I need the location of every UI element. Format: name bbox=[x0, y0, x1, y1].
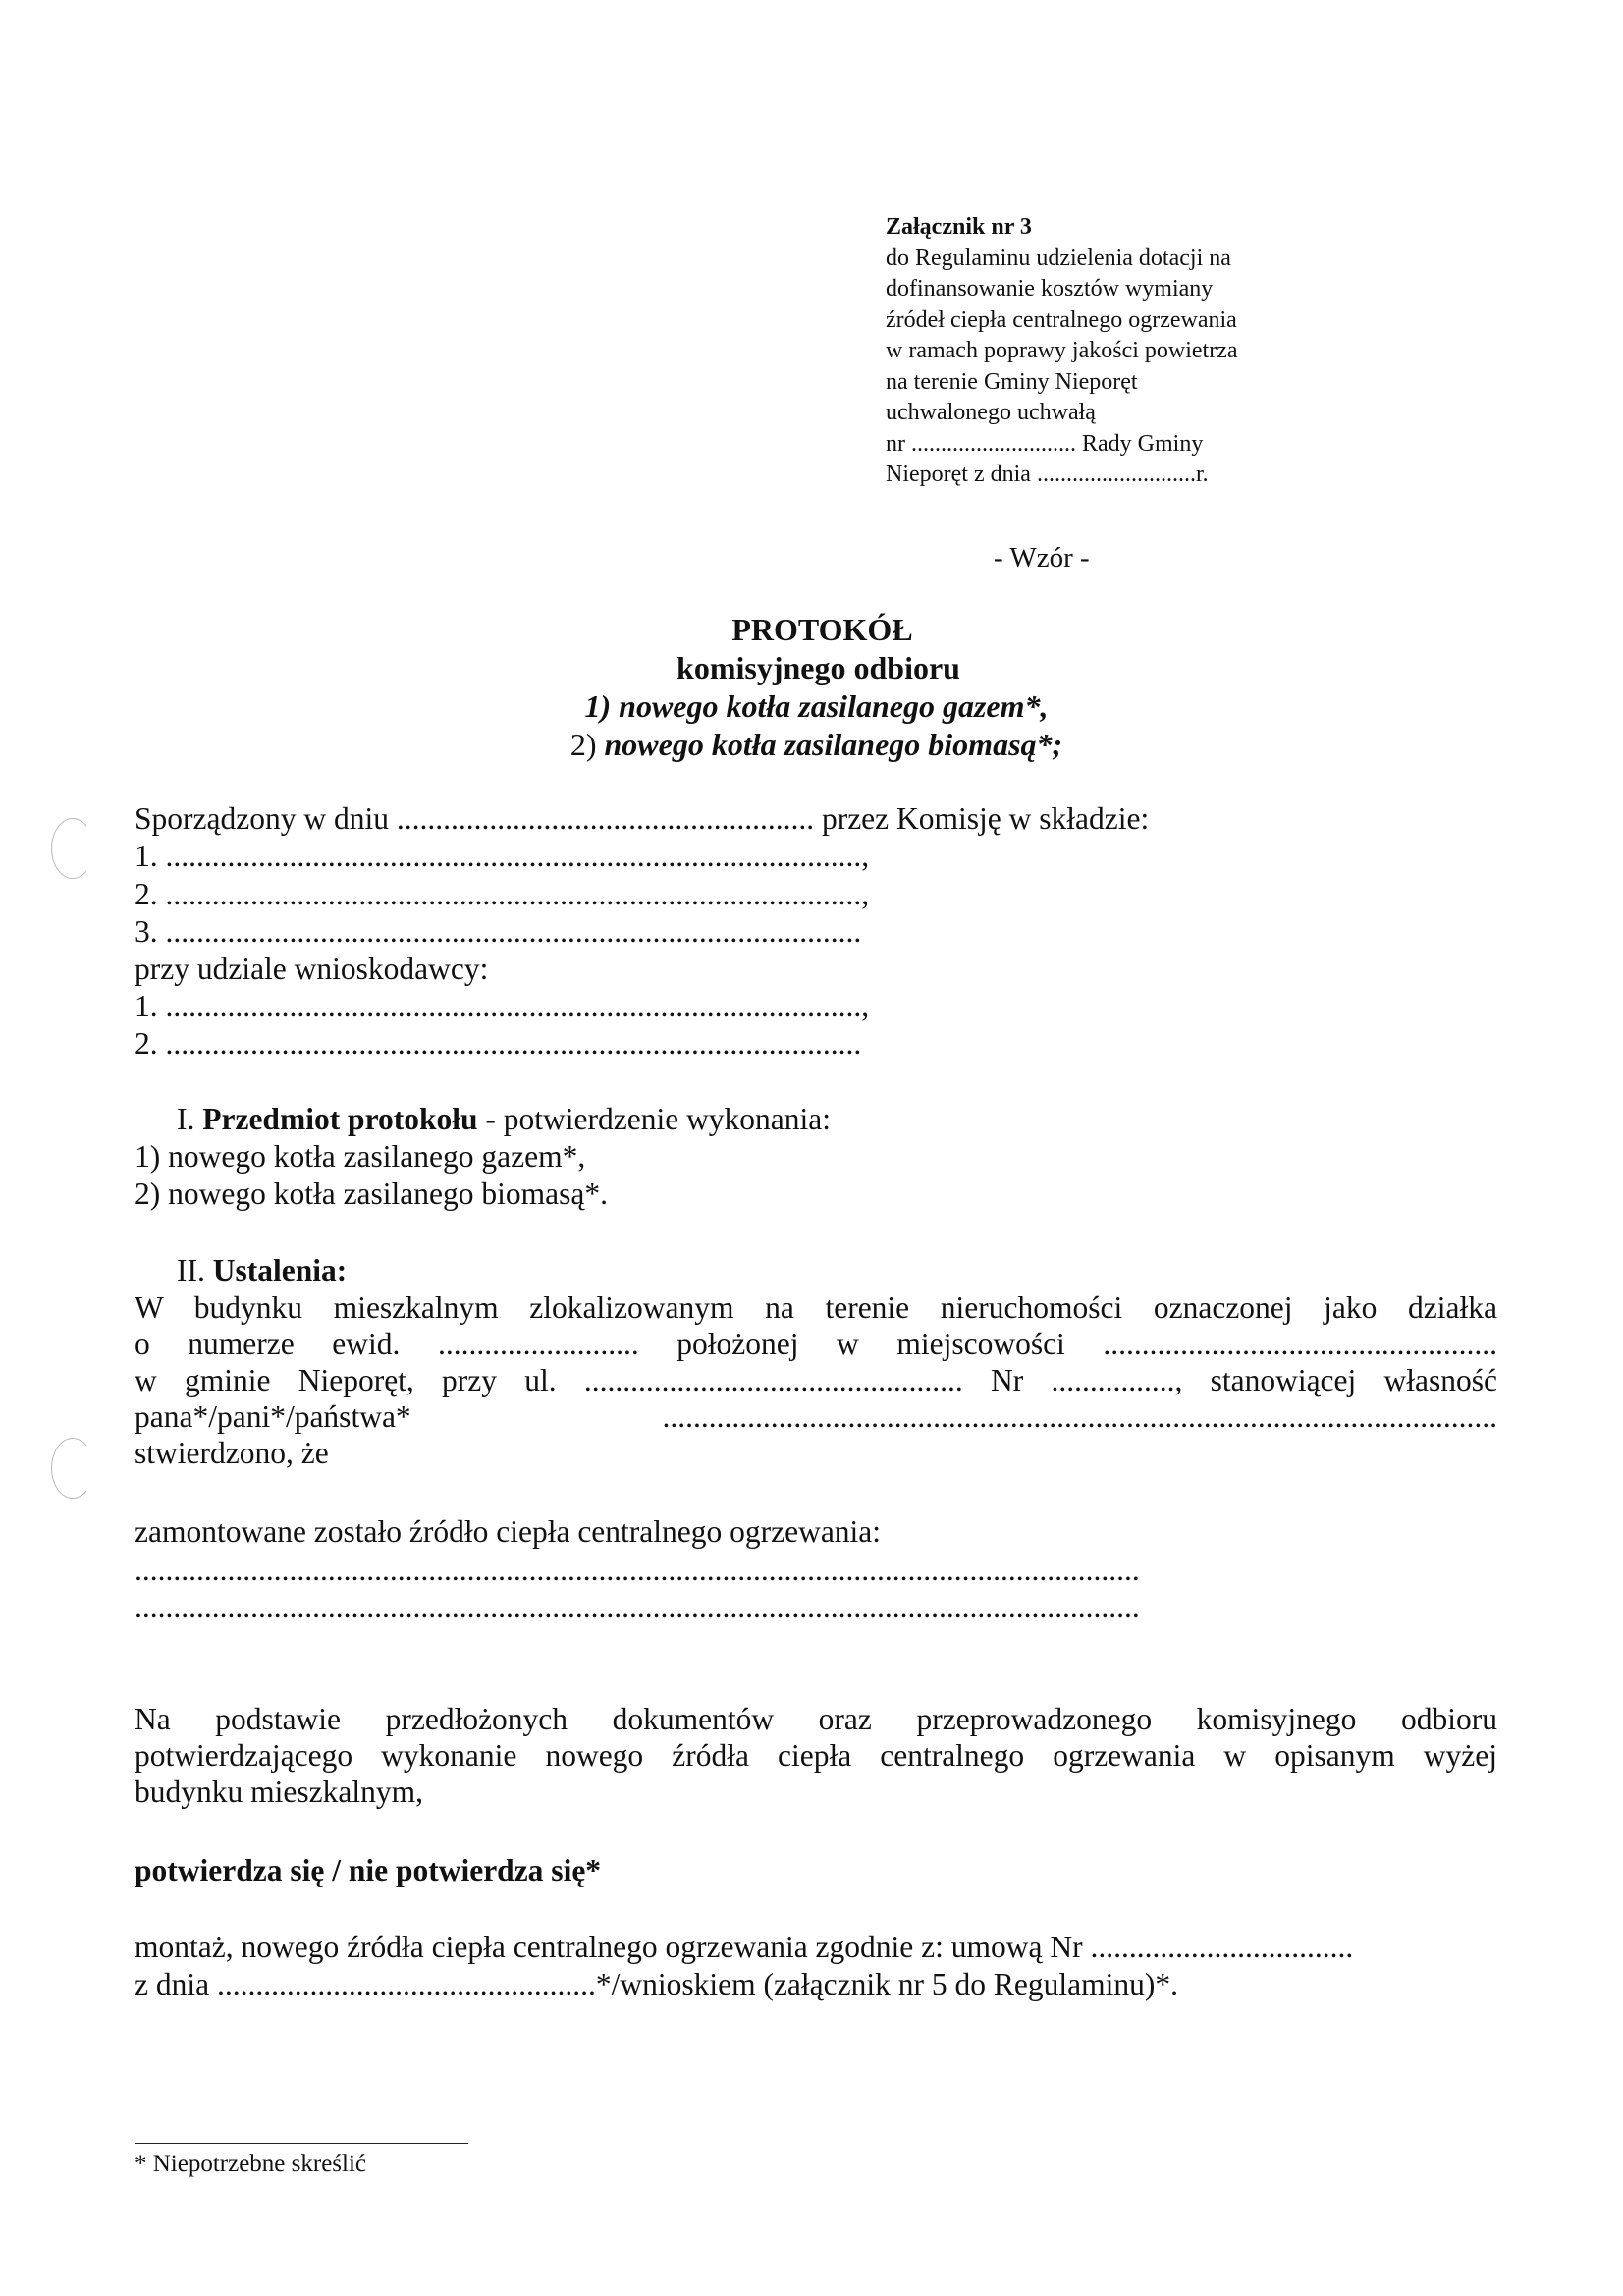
montage-line-1: montaż, nowego źródła ciepła centralnego ogrzewania zgodnie z: umową Nr .................................. bbox=[135, 1930, 1354, 1964]
annex-line: na terenie Gminy Nieporęt bbox=[886, 368, 1138, 395]
title-line-4-number: 2) bbox=[569, 727, 597, 762]
protocol-title bbox=[0, 611, 1623, 764]
annex-title: Załącznik nr 3 bbox=[886, 214, 1032, 240]
annex-line: nr ............................ Rady Gminy bbox=[886, 430, 1204, 457]
annex-line: dofinansowanie kosztów wymiany bbox=[886, 276, 1214, 301]
title-line-2: komisyjnego odbioru bbox=[676, 650, 960, 685]
findings-line-4: pana*/pani*/państwa* ............................................................................................................ bbox=[135, 1399, 1497, 1434]
section-1-heading bbox=[177, 1101, 831, 1137]
installed-source-dots-2: .................................................................................................................................. bbox=[135, 1590, 1140, 1624]
basis-paragraph bbox=[135, 1701, 1497, 1810]
installed-source-line: zamontowane zostało źródło ciepła centralnego ogrzewania: bbox=[135, 1514, 882, 1549]
title-line-1: PROTOKÓŁ bbox=[731, 612, 913, 647]
commission-member-2: 2. .........................................................................................., bbox=[135, 877, 870, 911]
section-1-title: Przedmiot protokołu bbox=[202, 1102, 478, 1136]
footnote: * Niepotrzebne skreślić bbox=[135, 2151, 367, 2177]
applicant-label: przy udziale wnioskodawcy: bbox=[135, 952, 489, 986]
title-line-3 bbox=[0, 687, 1623, 726]
applicant-1: 1. .........................................................................................., bbox=[135, 989, 870, 1023]
prepared-line: Sporządzony w dniu ...................................................... przez Komisję w składzie: bbox=[135, 801, 1150, 836]
footnote-separator bbox=[135, 2143, 468, 2144]
findings-line-2: o numerze ewid. .......................... położonej w miejscowości ................................................... bbox=[135, 1327, 1497, 1361]
findings-line-3: w gminie Nieporęt, przy ul. ................................................. Nr ................, stanowiącej własność bbox=[135, 1363, 1497, 1397]
annex-line: źródeł ciepła centralnego ogrzewania bbox=[886, 306, 1237, 333]
annex-header bbox=[886, 212, 1308, 491]
section-1-item-2: 2) nowego kotła zasilanego biomasą*. bbox=[135, 1176, 608, 1211]
annex-line: do Regulaminu udzielenia dotacji na bbox=[886, 245, 1231, 271]
installed-source-dots-1: .................................................................................................................................. bbox=[135, 1553, 1140, 1587]
section-2-heading bbox=[177, 1252, 347, 1288]
annex-line: w ramach poprawy jakości powietrza bbox=[886, 338, 1238, 363]
section-2-title: Ustalenia: bbox=[212, 1253, 348, 1287]
findings-line-1: W budynku mieszkalnym zlokalizowanym na terenie nieruchomości oznaczonej jako działka bbox=[135, 1290, 1497, 1325]
annex-line: uchwalonego uchwałą bbox=[886, 400, 1096, 425]
title-line-4-text: nowego kotła zasilanego biomasą*; bbox=[604, 727, 1063, 762]
findings-paragraph bbox=[135, 1289, 1497, 1471]
section-1-item-1: 1) nowego kotła zasilanego gazem*, bbox=[135, 1139, 586, 1174]
section-1-rest: - potwierdzenie wykonania: bbox=[477, 1102, 832, 1136]
title-line-4 bbox=[0, 726, 1623, 764]
montage-line-2: z dnia .................................................*/wnioskiem (załącznik nr 5 do Regulaminu)*. bbox=[135, 1967, 1178, 2001]
findings-line-5: stwierdzono, że bbox=[135, 1436, 329, 1470]
template-label: - Wzór - bbox=[994, 542, 1090, 574]
confirmation-line: potwierdza się / nie potwierdza się* bbox=[135, 1853, 602, 1887]
commission-member-1: 1. .........................................................................................., bbox=[135, 839, 870, 873]
applicant-2: 2. .......................................................................................... bbox=[135, 1026, 862, 1061]
title-line-3-text: nowego kotła zasilanego gazem*, bbox=[619, 688, 1049, 724]
basis-line-2: potwierdzającego wykonanie nowego źródła ciepła centralnego ogrzewania w opisanym wyżej bbox=[135, 1738, 1497, 1773]
commission-member-3: 3. .......................................................................................... bbox=[135, 914, 862, 949]
basis-line-3: budynku mieszkalnym, bbox=[135, 1775, 423, 1809]
basis-line-1: Na podstawie przedłożonych dokumentów oraz przeprowadzonego komisyjnego odbioru bbox=[135, 1702, 1497, 1736]
title-line-3-number: 1) bbox=[584, 688, 612, 724]
hole-punch-mark-top bbox=[51, 818, 94, 879]
hole-punch-mark-bottom bbox=[51, 1438, 94, 1499]
section-2-numeral: II. bbox=[177, 1253, 205, 1287]
section-1-numeral: I. bbox=[177, 1102, 195, 1136]
annex-line: Nieporęt z dnia ...........................r. bbox=[886, 462, 1209, 487]
